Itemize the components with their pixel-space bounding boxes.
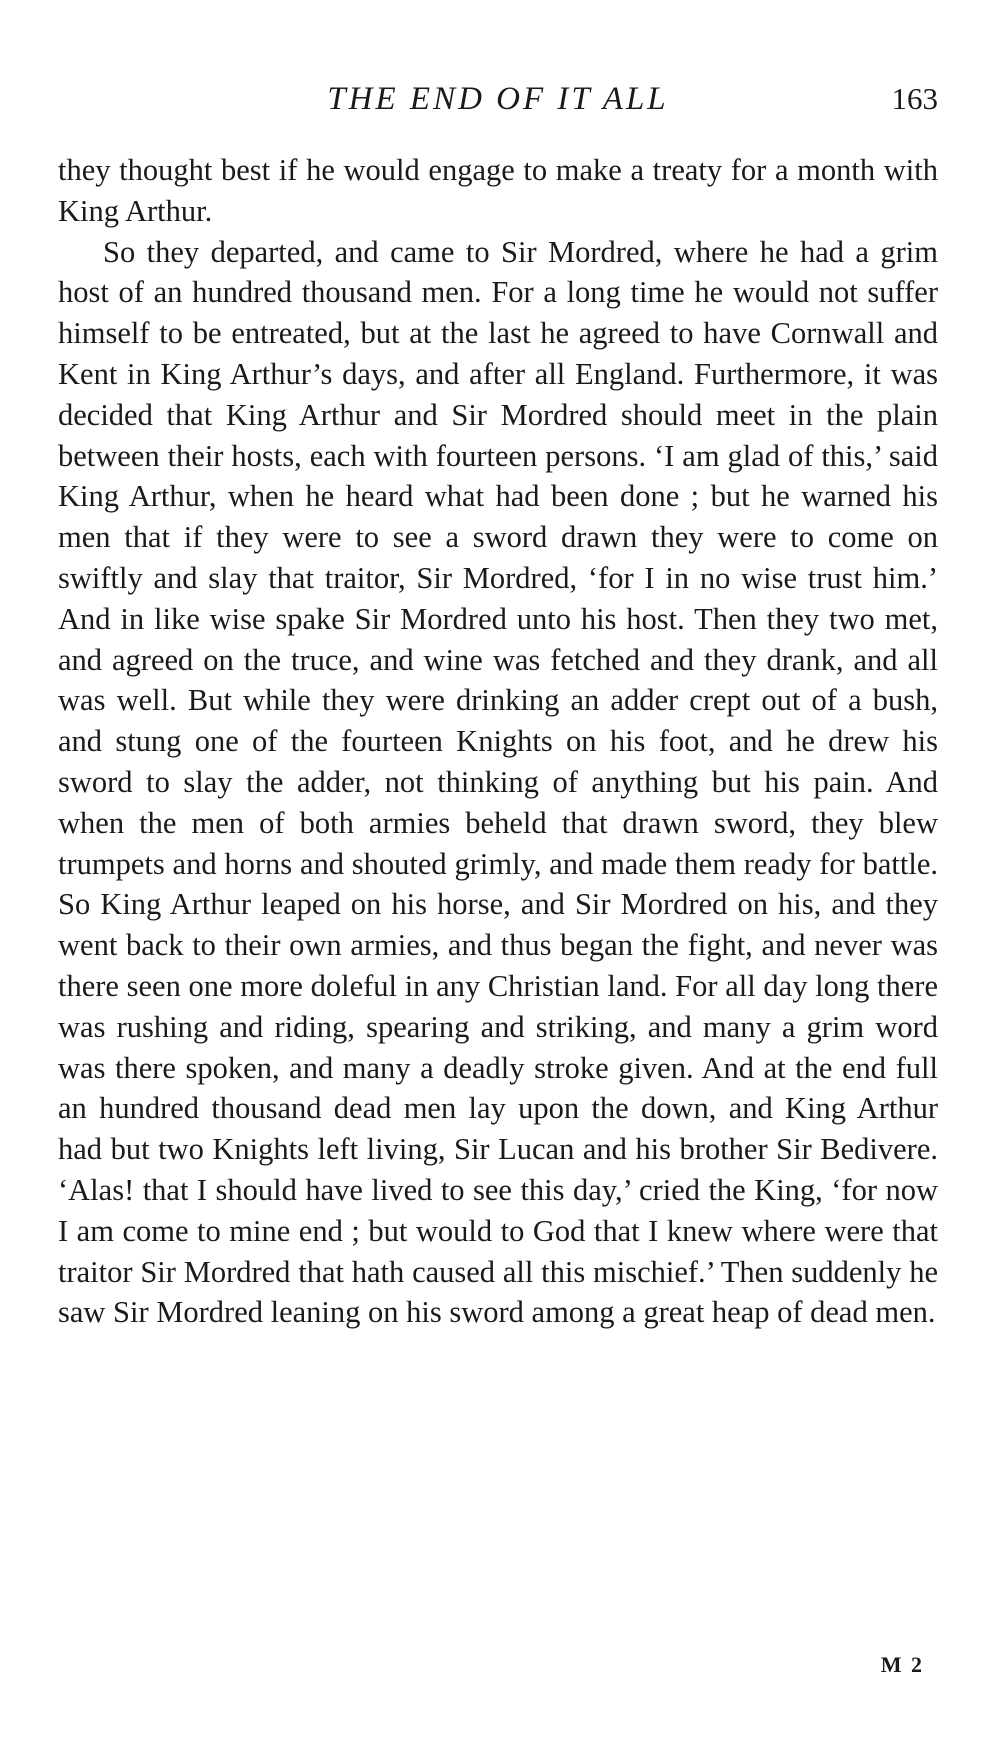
paragraph-continued: they thought best if he would engage to make a treaty for a month with King Arthur. xyxy=(58,153,938,228)
running-title: THE END OF IT ALL xyxy=(327,81,669,117)
paragraph: So they departed, and came to Sir Mordred, where he had a grim host of an hundred thousand men. For a long time he would not suffer himself to be entreated, but at the last he agreed to have Cornwall and Kent in King Arthur’s days, and after all England. Furthermore, it was decided that King Arthur and Sir Mordred should meet in the plain between their hosts, each with fourteen persons. ‘I am glad of this,’ said King Arthur, when he heard what had been done ; but he warned his men that if they were to see a sword drawn they were to come on swiftly and slay that traitor, Sir Mordred, ‘for I in no wise trust him.’ And in like wise spake Sir Mordred unto his host. Then they two met, and agreed on the truce, and wine was fetched and they drank, and all was well. But while they were drinking an adder crept out of a bush, and stung one of the fourteen Knights on his foot, and he drew his sword to slay the adder, not thinking of anything but his pain. And when the men of both armies beheld that drawn sword, they blew trumpets and horns and shouted grimly, and made them ready for battle. So King Arthur leaped on his horse, and Sir Mordred on his, and they went back to their own armies, and thus began the fight, and never was there seen one more doleful in any Christian land. For all day long there was rushing and riding, spearing and striking, and many a grim word was there spoken, and many a deadly stroke given. And at the end full an hundred thousand dead men lay upon the down, and King Arthur had but two Knights left living, Sir Lucan and his brother Sir Bedivere. ‘Alas! that I should have lived to see this day,’ cried the King, ‘for now I am come to mine end ; but would to God that I knew where were that traitor Sir Mordred that hath caused all this mischief.’ Then suddenly he saw Sir Mordred leaning on his sword among a great heap of dead men. xyxy=(58,234,938,1330)
page-number: 163 xyxy=(891,81,938,116)
body-text xyxy=(58,150,938,1333)
signature-mark: M 2 xyxy=(880,1652,924,1677)
running-head xyxy=(58,76,938,122)
